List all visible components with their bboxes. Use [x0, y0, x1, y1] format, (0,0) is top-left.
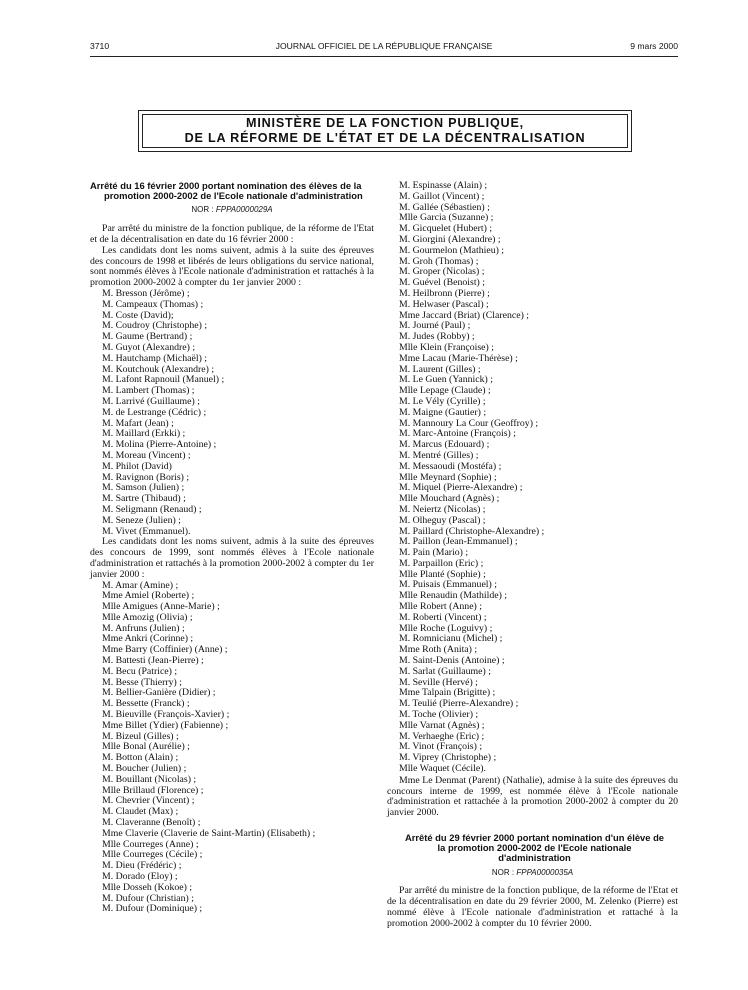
name-entry: M. Lafont Rapnouil (Manuel) ; [102, 374, 225, 386]
issue-date: 9 mars 2000 [630, 41, 678, 51]
name-entry: M. Anfruns (Julien) ; [102, 622, 185, 634]
name-entry: M. Gicquelet (Hubert) ; [399, 223, 493, 235]
arrete1-nor-label: NOR : [191, 205, 214, 215]
arrete1-closing-note: Mme Le Denmat (Parent) (Nathalie), admise à la suite des épreuves du concours interne de 1999, est nommée élève à l'Ecole nationale d'administration et rattachée à la promotion 2000-2002 à compter du 20 janvier 2000. [387, 774, 678, 819]
journal-title: JOURNAL OFFICIEL DE LA RÉPUBLIQUE FRANÇAISE [275, 41, 493, 51]
name-entry: M. Messaoudi (Mostéfa) ; [399, 460, 502, 472]
name-entry: Mlle Waquet (Cécile). [399, 763, 486, 775]
page-header [90, 41, 678, 55]
name-entry: M. Verhaeghe (Eric) ; [399, 730, 485, 742]
name-entry: Mlle Amigues (Anne-Marie) ; [102, 601, 220, 613]
name-entry: Mme Amiel (Roberte) ; [102, 590, 195, 602]
name-entry: M. Sarlat (Guillaume) ; [399, 665, 491, 677]
name-entry: M. Bouillant (Nicolas) ; [102, 773, 197, 785]
name-entry: M. Parpaillon (Eric) ; [399, 557, 484, 569]
name-entry: M. Laurent (Gilles) ; [399, 363, 481, 375]
name-entry: Mme Lacau (Marie-Thérèse) ; [399, 352, 518, 364]
name-entry: Mlle Varnat (Agnès) ; [399, 719, 485, 731]
name-entry: M. Coudroy (Christophe) ; [102, 320, 208, 332]
name-entry: M. Heilbronn (Pierre) ; [399, 287, 490, 299]
name-entry: Mme Claverie (Claverie de Saint-Martin) (Elisabeth) ; [102, 827, 316, 839]
ministry-heading-line1: MINISTÈRE DE LA FONCTION PUBLIQUE, [246, 116, 524, 130]
name-entry: Mlle Renaudin (Mathilde) ; [399, 590, 508, 602]
name-entry: M. Maigne (Gautier) ; [399, 406, 487, 418]
name-entry: M. Marcus (Edouard) ; [399, 439, 490, 451]
name-entry: M. Claveranne (Benoît) ; [102, 817, 201, 829]
name-entry: M. Roberti (Vincent) ; [399, 611, 487, 623]
name-entry: M. Vinot (François) ; [399, 741, 483, 753]
name-entry: M. Pain (Mario) ; [399, 547, 469, 559]
name-entry: Mlle Klein (Françoise) ; [399, 341, 494, 353]
name-entry: M. Olheguy (Pascal) ; [399, 514, 486, 526]
name-entry: M. Journé (Paul) ; [399, 320, 471, 332]
name-entry: M. Groper (Nicolas) ; [399, 266, 485, 278]
name-entry: M. Moreau (Vincent) ; [102, 449, 191, 461]
arrete2-body: Par arrêté du ministre de la fonction publique, de la réforme de l'Etat et de la décentralisation en date du 29 février 2000, M. Zelenko (Pierre) est nommé élève à l'Ecole nationale d'administration et rattaché à la promotion 2000-2002 à compter du 10 février 2000. [387, 885, 678, 929]
name-entry: M. Botton (Alain) ; [102, 752, 179, 764]
name-entry: M. Mentré (Gilles) ; [399, 449, 479, 461]
name-entry: Mme Ankri (Corinne) ; [102, 633, 194, 645]
name-entry: M. Saint-Denis (Antoine) ; [399, 655, 505, 667]
name-entry: M. Toche (Olivier) ; [399, 709, 479, 721]
arrete1-nor-code: FPPA0000029A [215, 205, 273, 215]
name-entry: Mlle Garcia (Suzanne) ; [399, 212, 494, 224]
name-entry: Mlle Amozig (Olivia) ; [102, 611, 193, 623]
name-entry: M. Boucher (Julien) ; [102, 763, 187, 775]
name-entry: Mme Barry (Coffinier) (Anne) ; [102, 644, 228, 656]
name-entry: Mlle Roche (Loguivy) ; [399, 622, 493, 634]
name-entry: Mme Talpain (Brigitte) ; [399, 687, 496, 699]
name-entry: M. Chevrier (Vincent) ; [102, 795, 195, 807]
right-column [387, 181, 678, 930]
name-entry: M. Espinasse (Alain) ; [399, 180, 488, 191]
name-entry: M. Judes (Robby) ; [399, 331, 475, 343]
name-entry: M. Seligmann (Renaud) ; [102, 503, 202, 515]
name-entry: M. Guyot (Alexandre) ; [102, 341, 196, 353]
name-entry: M. Groh (Thomas) ; [399, 255, 479, 267]
page-number: 3710 [90, 41, 110, 51]
arrete1-group1-intro: Les candidats dont les noms suivent, admis à la suite des épreuves des concours de 1998 et libérés de leurs obligations du service national, sont nommés élèves à l'Ecole nationale d'administration et rattachés à la promotion 2000-2002 à compter du 1er janvier 2000 : [90, 244, 374, 289]
name-entry: Mme Jaccard (Briat) (Clarence) ; [399, 309, 530, 321]
name-entry: M. Miquel (Pierre-Alexandre) ; [399, 482, 523, 494]
name-entry: M. Besse (Thierry) ; [102, 676, 182, 688]
name-entry: M. Paillon (Jean-Emmanuel) ; [399, 536, 518, 548]
ministry-heading-inner [142, 114, 628, 148]
name-entry: Mlle Bonal (Aurélie) ; [102, 741, 190, 753]
name-entry: M. Paillard (Christophe-Alexandre) ; [399, 525, 545, 537]
name-entry: M. Romnicianu (Michel) ; [399, 633, 503, 645]
name-entry: M. Le Vély (Cyrille) ; [399, 395, 486, 407]
name-entry: M. Larrivé (Guillaume) ; [102, 395, 200, 407]
name-entry: Mlle Robert (Anne) ; [399, 601, 482, 613]
name-entry: Mlle Planté (Sophie) ; [399, 568, 486, 580]
ministry-heading-box [138, 110, 632, 152]
name-entry: Mlle Courreges (Anne) ; [102, 838, 199, 850]
name-entry: Mlle Courreges (Cécile) ; [102, 849, 203, 861]
name-entry: M. Gallée (Sébastien) ; [399, 201, 490, 213]
name-entry: M. Sartre (Thibaud) ; [102, 493, 186, 505]
name-entry: M. Bizeul (Gilles) ; [102, 730, 179, 742]
name-entry: M. Lambert (Thomas) ; [102, 385, 195, 397]
name-entry: Mlle Meynard (Sophie) ; [399, 471, 497, 483]
name-entry: M. Molina (Pierre-Antoine) ; [102, 439, 217, 451]
name-entry: M. Dufour (Dominique) ; [102, 903, 203, 915]
arrete2-nor [387, 868, 678, 879]
name-entry: M. Helwaser (Pascal) ; [399, 298, 489, 310]
name-entry: M. Dorado (Eloy) ; [102, 871, 178, 883]
group2-name-list-part1 [90, 581, 374, 916]
name-entry: M. Maillard (Erkki) ; [102, 428, 186, 440]
arrete1-group2-intro: Les candidats dont les noms suivent, admis à la suite des épreuves des concours de 1999, sont nommés élèves à l'Ecole nationale d'administration et rattachés à la promotion 2000-2002 à compter du 1er janvier 2000 : [90, 536, 374, 580]
name-entry: M. Ravignon (Boris) ; [102, 471, 190, 483]
name-entry: M. Hautchamp (Michaël) ; [102, 352, 208, 364]
ministry-heading-line2: DE LA RÉFORME DE L'ÉTAT ET DE LA DÉCENTRALISATION [184, 131, 586, 145]
name-entry: M. Seville (Hervé) ; [399, 676, 478, 688]
name-entry: M. Philot (David) [102, 460, 172, 472]
name-entry: M. Mannoury La Cour (Geoffroy) ; [399, 417, 539, 429]
name-entry: M. de Lestrange (Cédric) ; [102, 406, 207, 418]
arrete1-intro: Par arrêté du ministre de la fonction publique, de la réforme de l'Etat et de la décentralisation en date du 16 février 2000 : [90, 223, 374, 245]
arrete1-nor [90, 205, 374, 216]
name-entry: M. Viprey (Christophe) ; [399, 752, 497, 764]
name-entry: Mme Billet (Ydier) (Fabienne) ; [102, 719, 229, 731]
name-entry: M. Claudet (Max) ; [102, 806, 179, 818]
arrete2-title: Arrêté du 29 février 2000 portant nomination d'un élève de la promotion 2000-2002 de l'Ecole nationale d'administration [404, 832, 665, 864]
name-entry: Mlle Dosseh (Kokoe) ; [102, 881, 193, 893]
name-entry: M. Teulié (Pierre-Alexandre) ; [399, 698, 519, 710]
name-entry: M. Bresson (Jérôme) ; [102, 287, 190, 299]
name-entry: M. Gaillot (Vincent) ; [399, 190, 485, 202]
group1-name-list [90, 289, 374, 537]
name-entry: M. Gourmelon (Mathieu) ; [399, 244, 505, 256]
arrete2-nor-label: NOR : [491, 867, 515, 877]
name-entry: M. Giorgini (Alexandre) ; [399, 233, 501, 245]
name-entry: M. Samson (Julien) ; [102, 482, 185, 494]
name-entry: M. Bellier-Ganière (Didier) ; [102, 687, 216, 699]
name-entry: M. Le Guen (Yannick) ; [399, 374, 493, 386]
name-entry: M. Neiertz (Nicolas) ; [399, 503, 486, 515]
name-entry: M. Gaume (Bertrand) ; [102, 331, 193, 343]
name-entry: M. Battesti (Jean-Pierre) ; [102, 655, 204, 667]
name-entry: M. Seneze (Julien) ; [102, 514, 181, 526]
name-entry: M. Becu (Patrice) ; [102, 665, 178, 677]
name-entry: Mlle Mouchard (Agnès) ; [399, 493, 500, 505]
name-entry: M. Guével (Benoist) ; [399, 277, 485, 289]
name-entry: M. Mafart (Jean) ; [102, 417, 174, 429]
left-column [90, 181, 374, 915]
name-entry: M. Marc-Antoine (François) ; [399, 428, 516, 440]
group2-name-list-part2 [387, 181, 678, 775]
name-entry: M. Puisais (Emmanuel) ; [399, 579, 497, 591]
name-entry: M. Campeaux (Thomas) ; [102, 298, 204, 310]
name-entry: Mme Roth (Anita) ; [399, 644, 478, 656]
name-entry: Mlle Brillaud (Florence) ; [102, 784, 204, 796]
name-entry: M. Vivet (Emmanuel). [102, 525, 191, 537]
name-entry: M. Dieu (Frédéric) ; [102, 860, 182, 872]
name-entry: M. Bieuville (François-Xavier) ; [102, 709, 230, 721]
name-entry: M. Coste (David); [102, 309, 174, 321]
arrete2-nor-code: FPPA0000035A [516, 867, 574, 877]
name-entry: M. Bessette (Franck) ; [102, 698, 190, 710]
name-entry: M. Dufour (Christian) ; [102, 892, 194, 904]
name-entry: Mlle Lepage (Claude) ; [399, 385, 491, 397]
arrete1-title: Arrêté du 16 février 2000 portant nomination des élèves de la promotion 2000-2002 de l'Ecole nationale d'administration [90, 180, 363, 202]
name-entry: M. Koutchouk (Alexandre) ; [102, 363, 215, 375]
header-rule [90, 56, 678, 57]
name-entry: M. Amar (Amine) ; [102, 579, 179, 591]
